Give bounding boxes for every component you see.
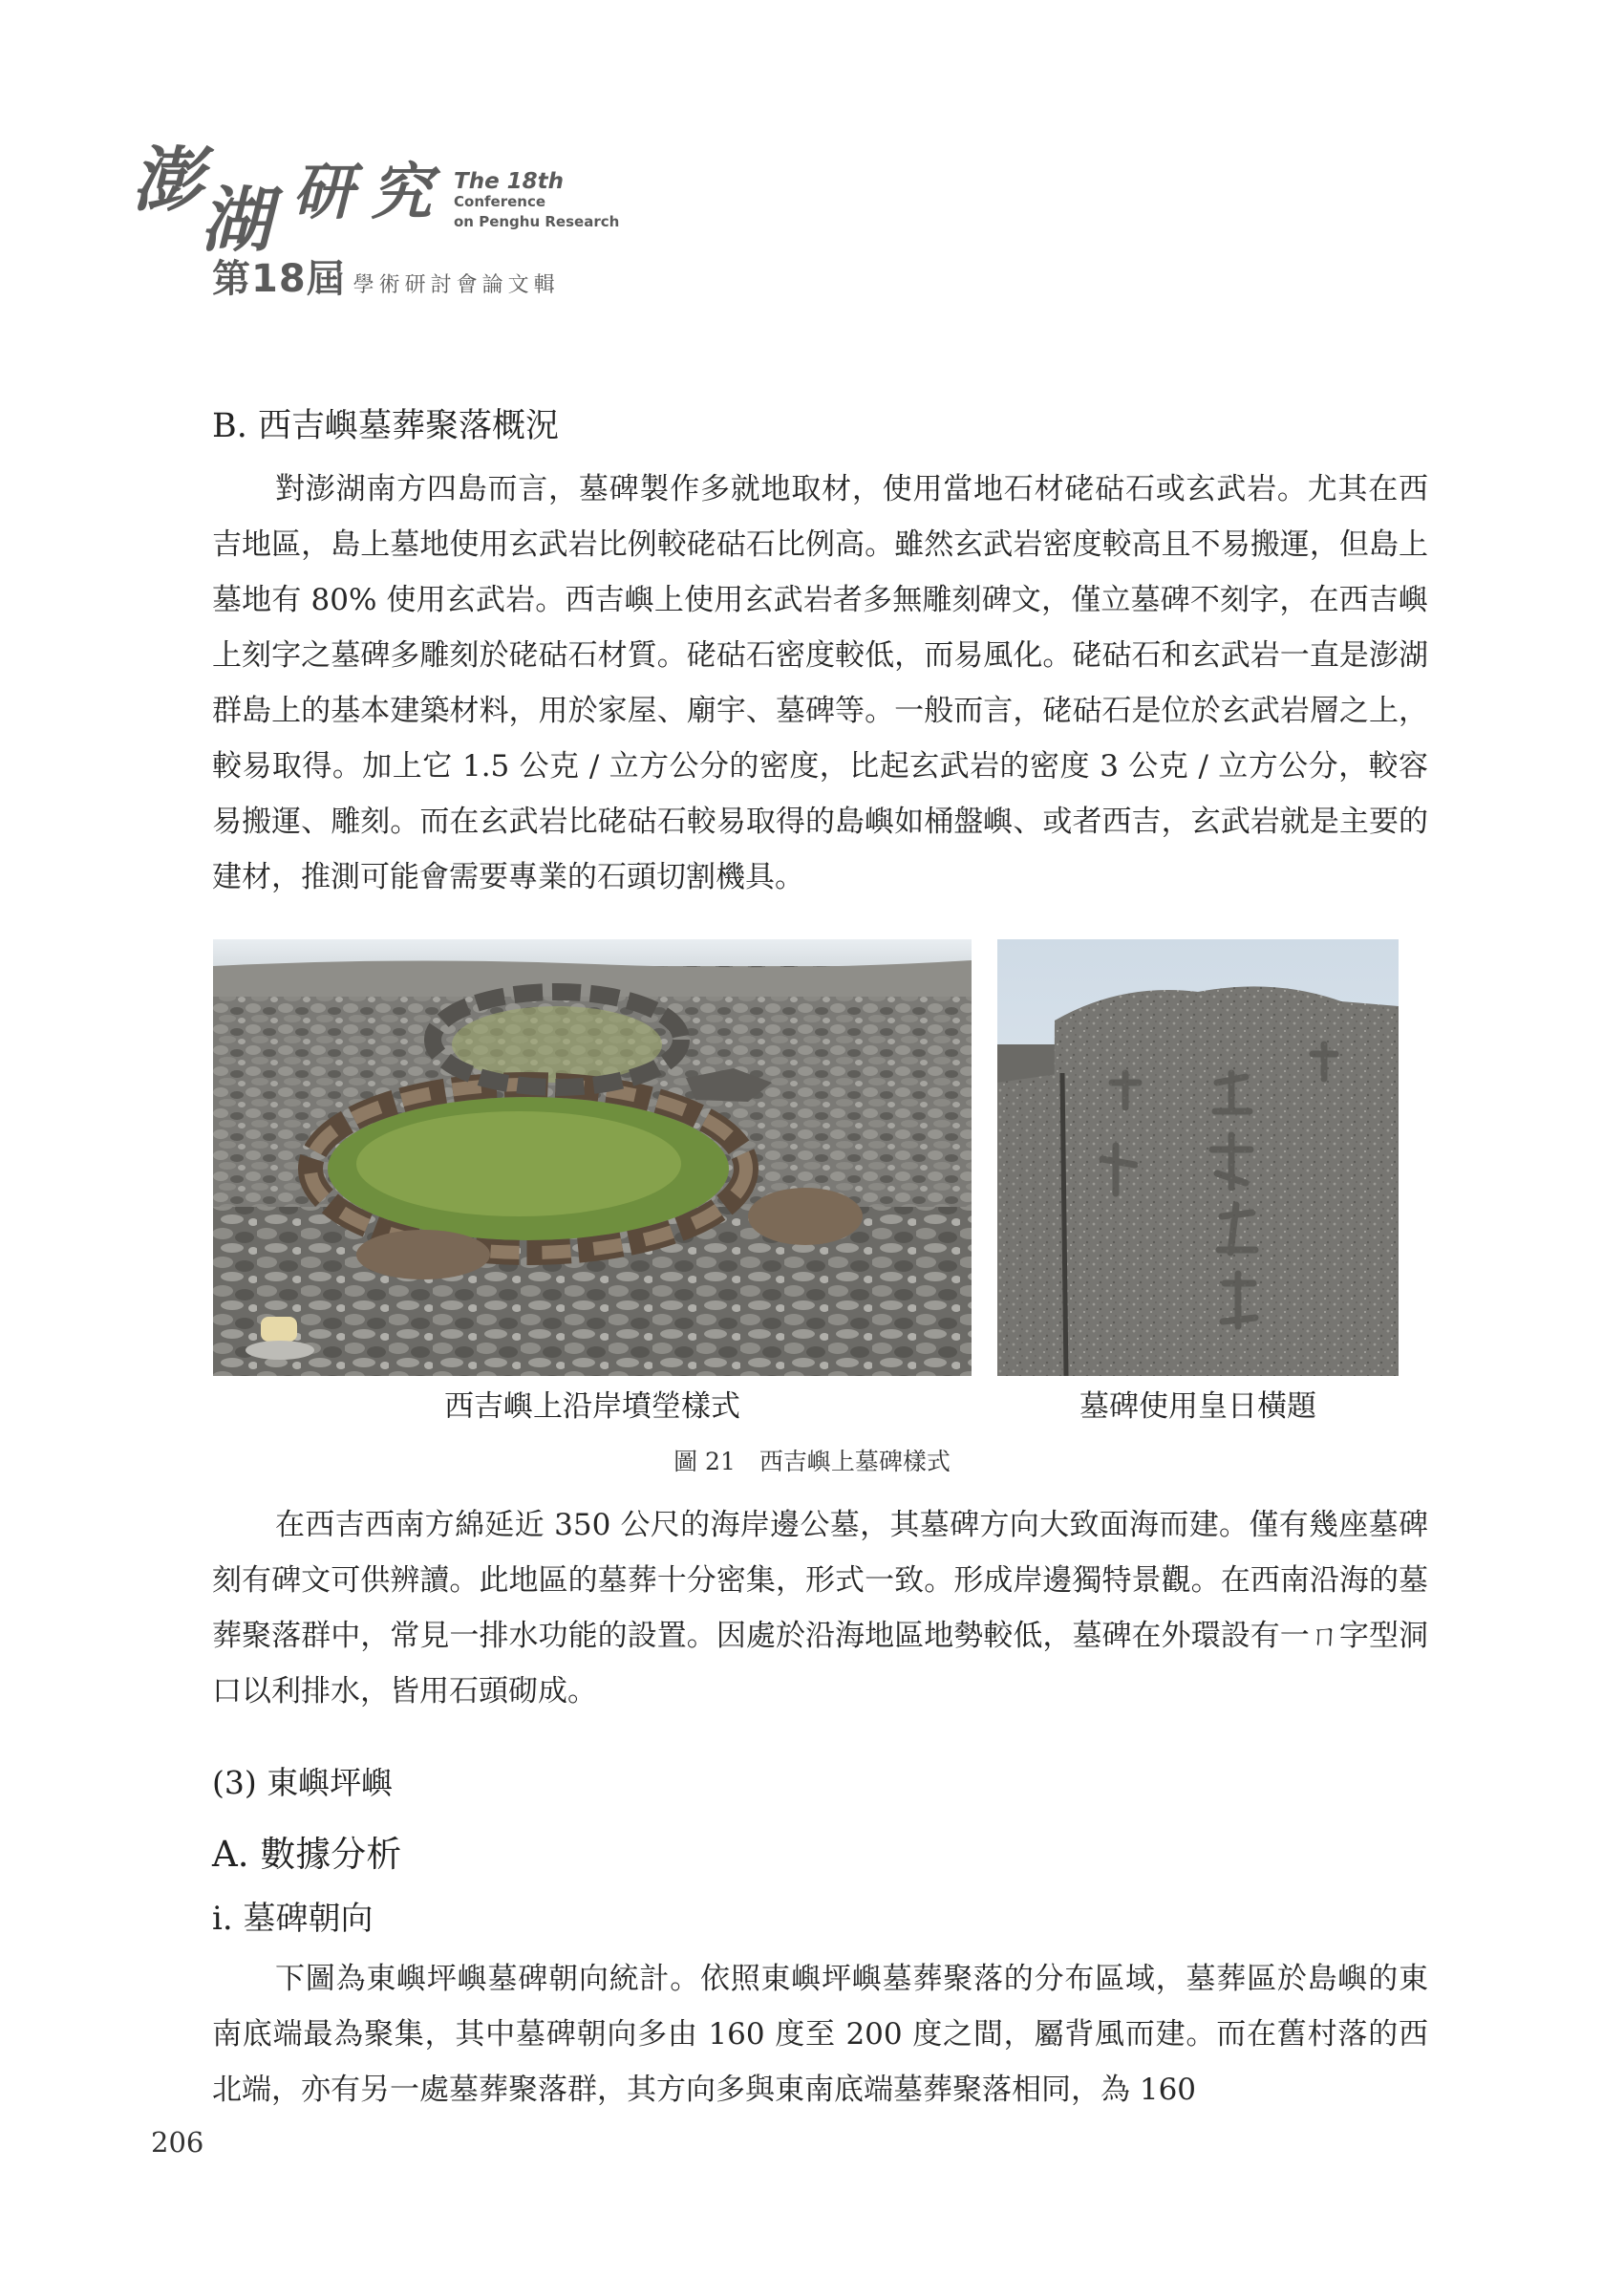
conference-en-line1: The 18th: [454, 169, 565, 194]
left-photo-caption: 西吉嶼上沿岸墳塋樣式: [444, 1389, 740, 1423]
coastal-cemetery-paragraph: 在西吉西南方綿延近 350 公尺的海岸邊公墓，其墓碑方向大致面海而建。僅有幾座墓碑刻有碑文可供辨讀。此地區的墓葬十分密集，形式一致。形成岸邊獨特景觀。在西南沿海的墓葬聚落群中，常見一排水功能的設置。因處於沿海地區地勢較低，墓碑在外環設有一ㄇ字型洞口以利排水，皆用石頭砌成。: [212, 1508, 1428, 1708]
edition-subtitle: 學術研討會論文輯: [353, 273, 560, 297]
journal-header: [124, 124, 659, 301]
section-3-heading: (3) 東嶼坪嶼: [212, 1764, 394, 1801]
coastal-tomb-photo: [213, 939, 972, 1376]
conference-english-title: [454, 169, 620, 232]
conference-en-line3: on Penghu Research: [454, 213, 620, 230]
page-number: 206: [151, 2126, 204, 2159]
section-i-heading: i. 墓碑朝向: [212, 1900, 374, 1938]
orientation-paragraph: 下圖為東嶼坪嶼墓碑朝向統計。依照東嶼坪嶼墓葬聚落的分布區域，墓葬區於島嶼的東南底端最為聚集，其中墓碑朝向多由 160 度至 200 度之間，屬背風而建。而在舊村落的西北端，亦有另一處墓葬聚落群，其方向多與東南底端墓葬聚落相同，為 160: [212, 1962, 1428, 2107]
conference-en-line2: Conference: [454, 193, 546, 210]
journal-char-2: 湖: [201, 180, 269, 262]
tombstone-photo: [997, 939, 1399, 1376]
edition-line: [212, 248, 560, 303]
edition-number: 第18屆: [212, 257, 346, 301]
section-b-paragraph: 對澎湖南方四島而言，墓碑製作多就地取材，使用當地石材硓𥑮石或玄武岩。尤其在西吉地區，島上墓地使用玄武岩比例較硓𥑮石比例高。雖然玄武岩密度較高且不易搬運，但島上墓地有 80% 使用玄武岩。西吉嶼上使用玄武岩者多無雕刻碑文，僅立墓碑不刻字，在西吉嶼上刻字之墓碑多雕刻於硓𥑮石材質。硓𥑮石密度較低，而易風化。硓𥑮石和玄武岩一直是澎湖群島上的基本建築材料，用於家屋、廟宇、墓碑等。一般而言，硓𥑮石是位於玄武岩層之上，較易取得。加上它 1.5 公克 / 立方公分的密度，比起玄武岩的密度 3 公克 / 立方公分，較容易搬運、雕刻。而在玄武岩比硓𥑮石較易取得的島嶼如桶盤嶼、或者西吉，玄武岩就是主要的建材，推測可能會需要專業的石頭切割機具。: [212, 472, 1428, 894]
journal-char-4: 究: [371, 157, 430, 228]
figure-title: 圖 21 西吉嶼上墓碑樣式: [673, 1448, 951, 1475]
journal-char-1: 澎: [132, 140, 201, 222]
journal-char-3: 研: [292, 157, 352, 228]
section-b-heading: B. 西吉嶼墓葬聚落概況: [212, 407, 559, 445]
journal-title: [132, 124, 457, 262]
right-photo-caption: 墓碑使用皇日橫題: [1079, 1389, 1316, 1423]
section-a-heading: A. 數據分析: [212, 1834, 402, 1875]
